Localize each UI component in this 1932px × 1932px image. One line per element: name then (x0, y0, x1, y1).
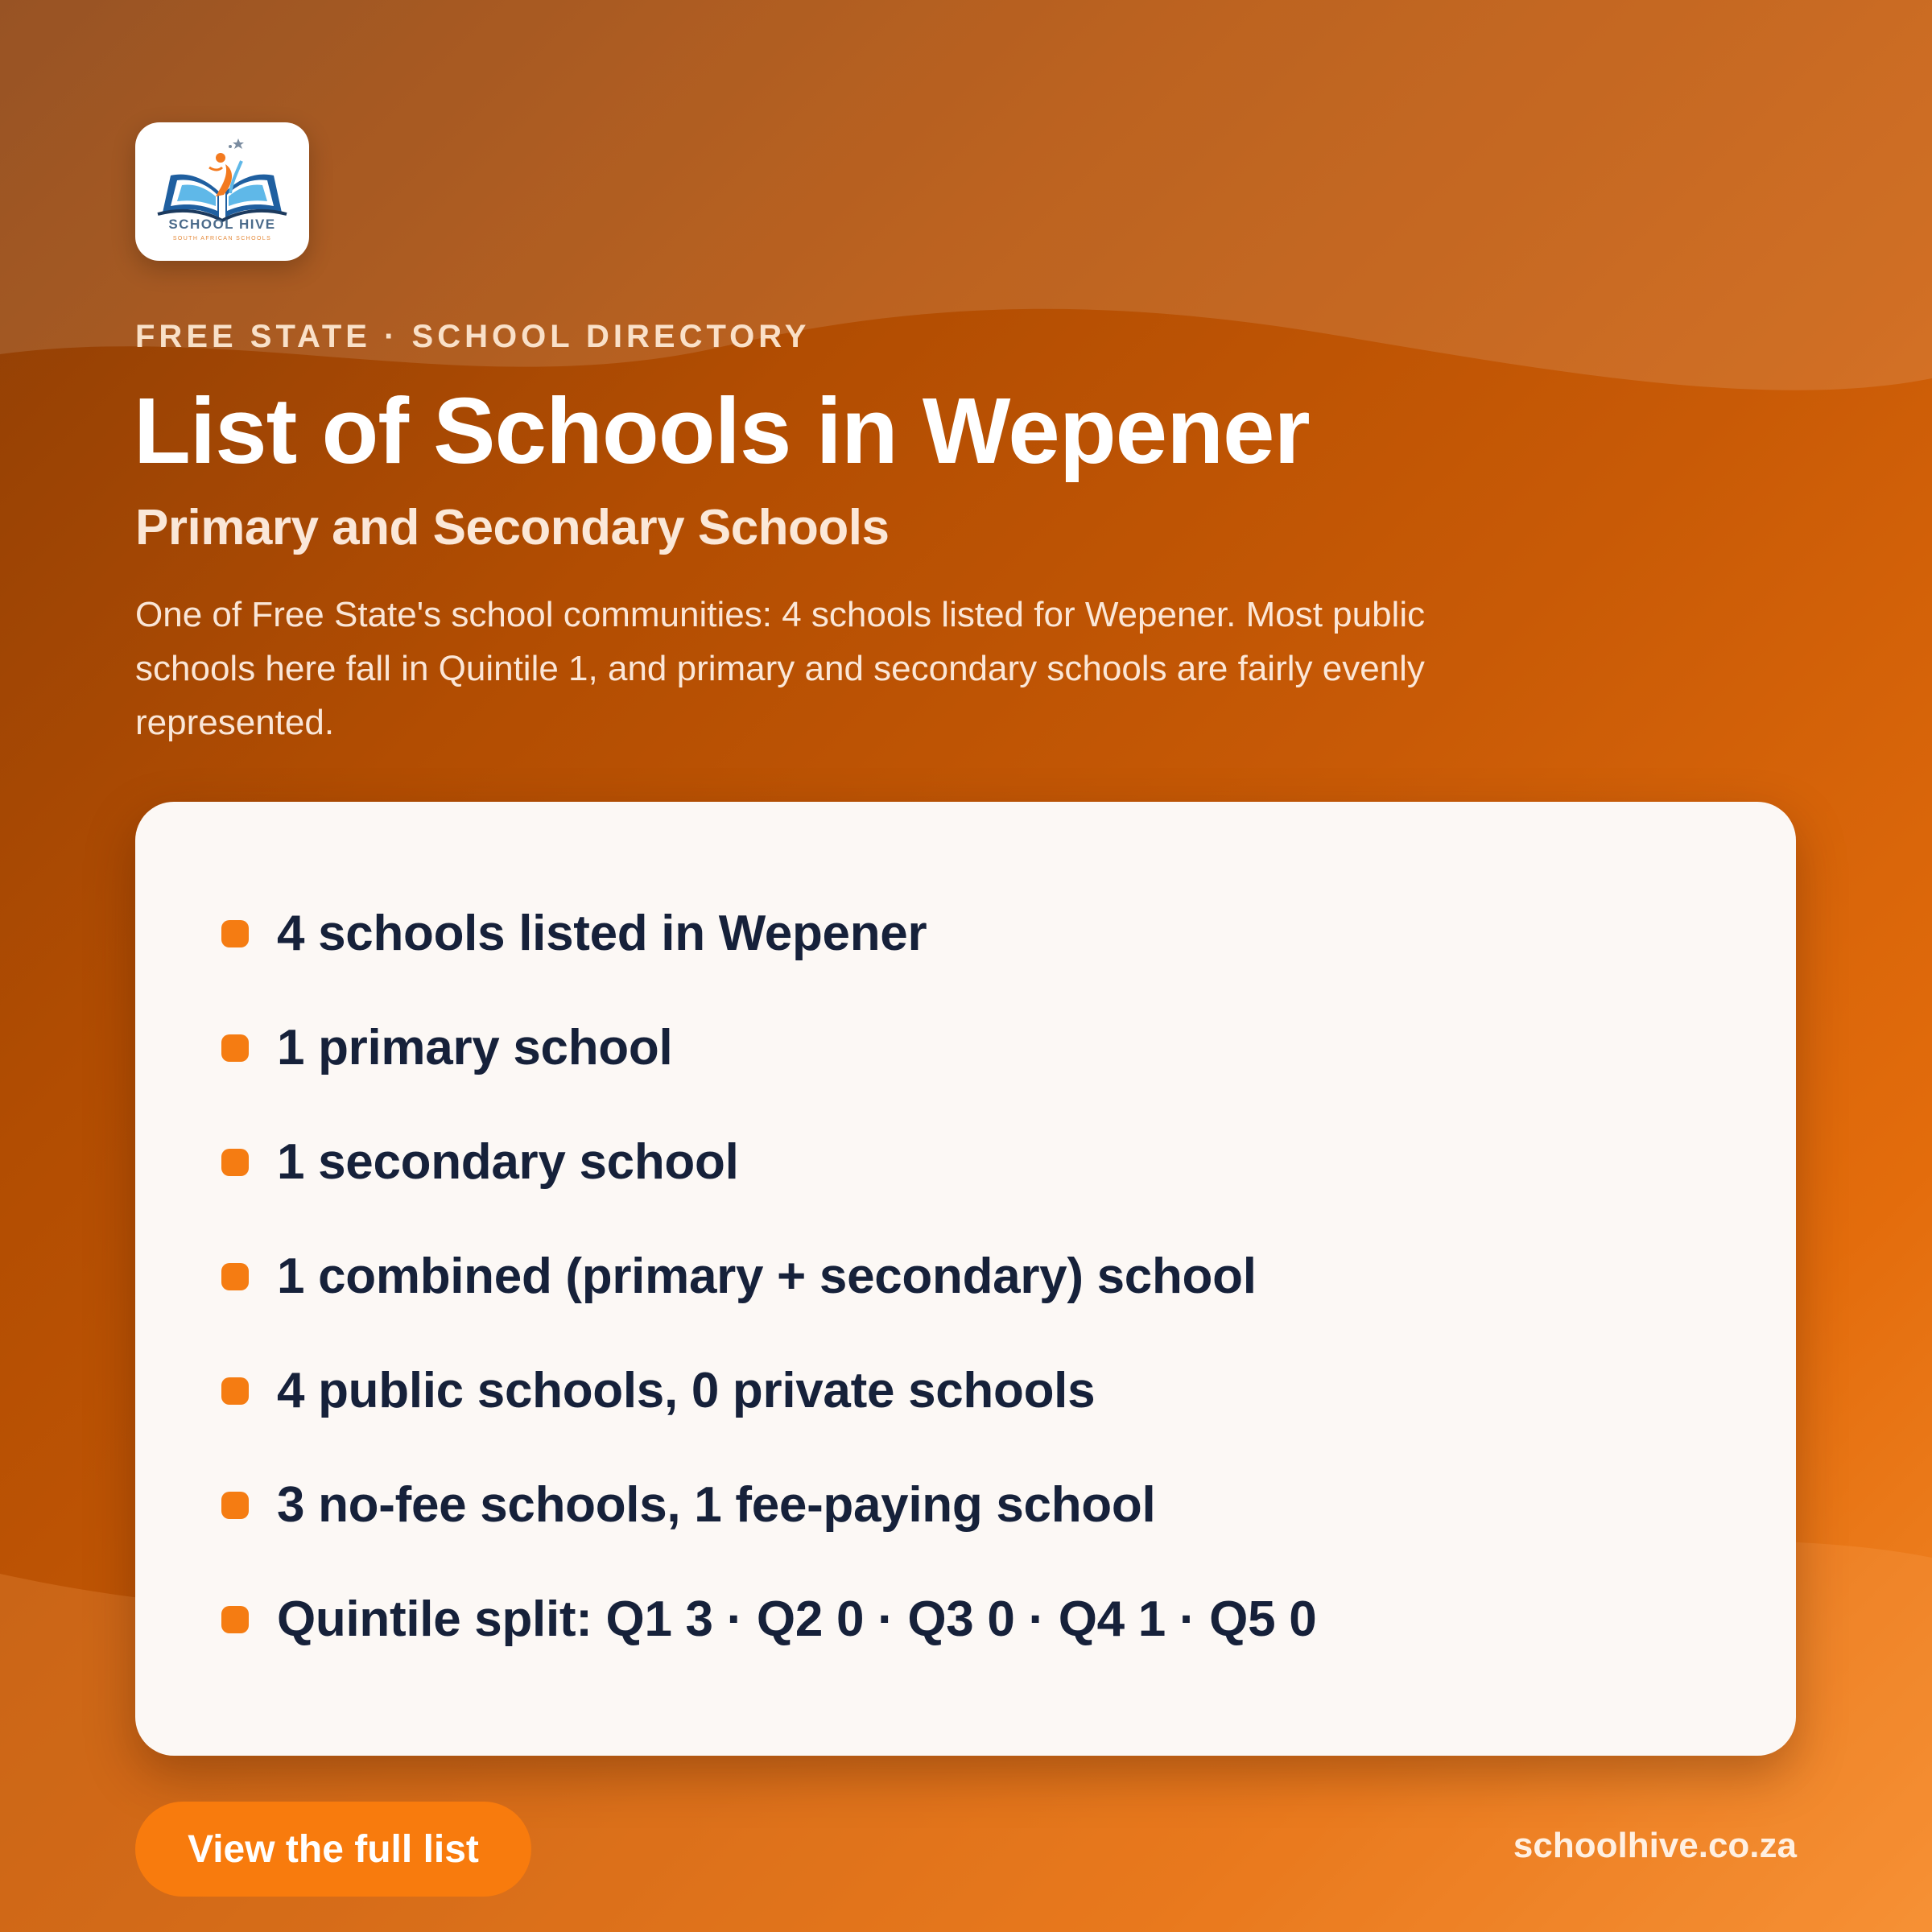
bullet-icon (221, 1263, 249, 1290)
stat-item (135, 1240, 1796, 1354)
bullet-icon (221, 920, 249, 947)
stat-item (135, 897, 1796, 1011)
stat-item (135, 1354, 1796, 1468)
bullet-icon (221, 1034, 249, 1062)
logo-tagline: SOUTH AFRICAN SCHOOLS (172, 236, 272, 242)
stat-text: 3 no-fee schools, 1 fee-paying school (277, 1477, 1156, 1533)
stat-item (135, 1011, 1796, 1125)
bullet-icon (221, 1149, 249, 1176)
logo-name: SCHOOL HIVE (168, 217, 276, 232)
stat-item (135, 1468, 1796, 1583)
stat-item (135, 1125, 1796, 1240)
stat-text: 1 primary school (277, 1020, 673, 1075)
stats-card (135, 802, 1796, 1756)
bullet-icon (221, 1377, 249, 1405)
stats-list (135, 897, 1796, 1697)
stat-text: 1 combined (primary + secondary) school (277, 1249, 1257, 1304)
bullet-icon (221, 1492, 249, 1519)
site-url: schoolhive.co.za (1513, 1826, 1797, 1865)
page-title: List of Schools in Wepener (134, 378, 1310, 483)
stat-text: 4 schools listed in Wepener (277, 906, 927, 961)
stat-item (135, 1583, 1796, 1697)
school-hive-logo (135, 122, 309, 261)
view-full-list-button[interactable]: View the full list (135, 1802, 531, 1897)
page-subtitle: Primary and Secondary Schools (135, 500, 890, 555)
stat-text: 1 secondary school (277, 1134, 739, 1190)
stat-text: Quintile split: Q1 3 · Q2 0 · Q3 0 · Q4 1 · Q5 0 (277, 1591, 1317, 1647)
page-description: One of Free State's school communities: 4 schools listed for Wepener. Most public schools here fall in Quintile 1, and primary and secondary schools are fairly evenly represented. (135, 595, 1426, 742)
section-kicker: FREE STATE · SCHOOL DIRECTORY (135, 319, 811, 354)
stat-text: 4 public schools, 0 private schools (277, 1363, 1096, 1418)
bullet-icon (221, 1606, 249, 1633)
